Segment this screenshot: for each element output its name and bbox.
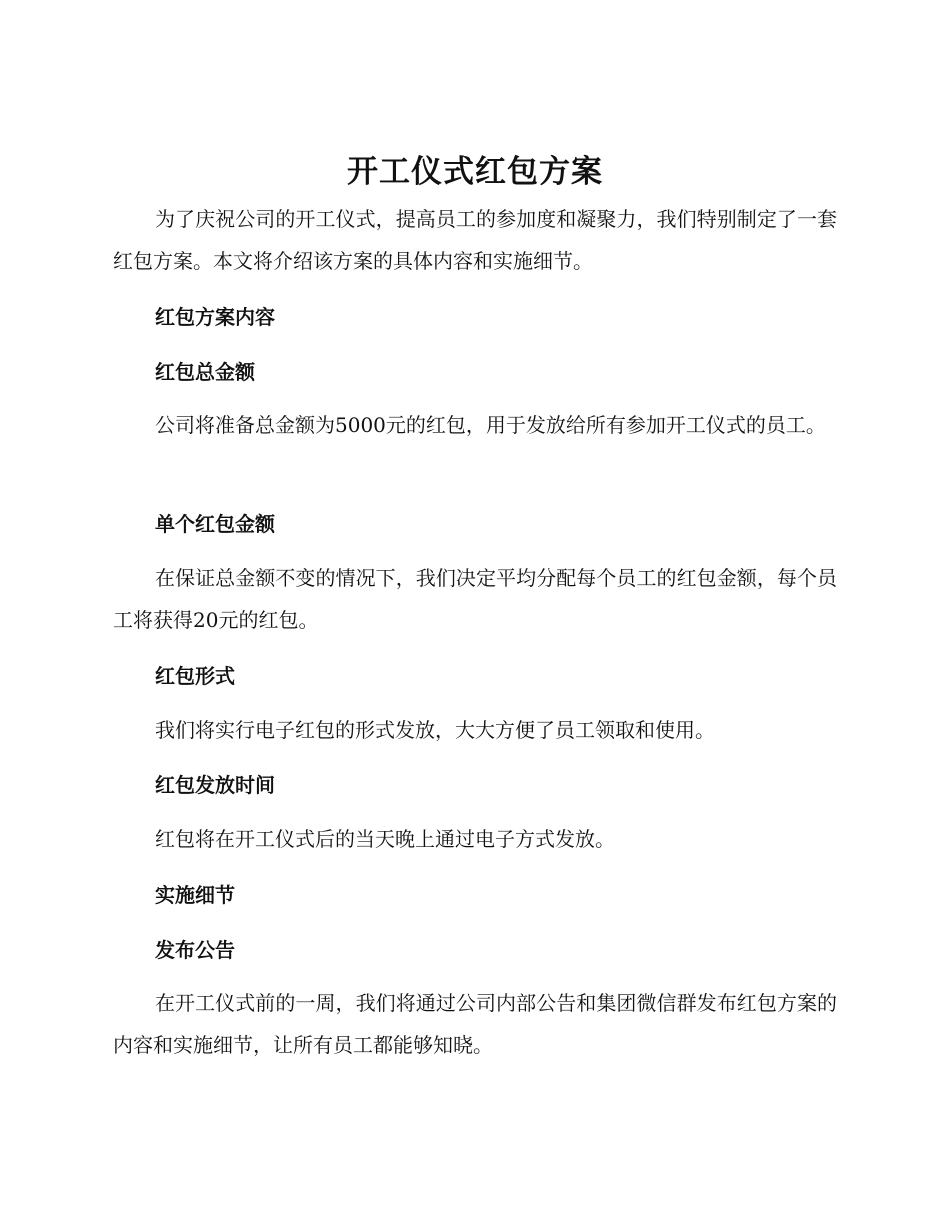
subheading-form: 红包形式 — [155, 664, 235, 688]
announcement-paragraph: 在开工仪式前的一周，我们将通过公司内部公告和集团微信群发布红包方案的内容和实施细节，让所有员工都能够知晓。 — [113, 991, 837, 1057]
section-heading-implementation: 实施细节 — [155, 883, 235, 907]
intro-paragraph: 为了庆祝公司的开工仪式，提高员工的参加度和凝聚力，我们特别制定了一套红包方案。本文将介绍该方案的具体内容和实施细节。 — [113, 207, 837, 273]
subheading-total-amount: 红包总金额 — [155, 360, 255, 384]
form-paragraph: 我们将实行电子红包的形式发放，大大方便了员工领取和使用。 — [155, 718, 715, 742]
subheading-single-amount: 单个红包金额 — [155, 512, 275, 536]
single-amount-paragraph: 在保证总金额不变的情况下，我们决定平均分配每个员工的红包金额，每个员工将获得20元的红包。 — [113, 566, 837, 632]
time-paragraph: 红包将在开工仪式后的当天晚上通过电子方式发放。 — [155, 827, 615, 851]
subheading-time: 红包发放时间 — [155, 773, 275, 797]
total-amount-paragraph: 公司将准备总金额为5000元的红包，用于发放给所有参加开工仪式的员工。 — [155, 413, 826, 437]
section-heading-content: 红包方案内容 — [155, 305, 275, 329]
document-title: 开工仪式红包方案 — [347, 154, 603, 190]
subheading-announcement: 发布公告 — [155, 938, 235, 962]
